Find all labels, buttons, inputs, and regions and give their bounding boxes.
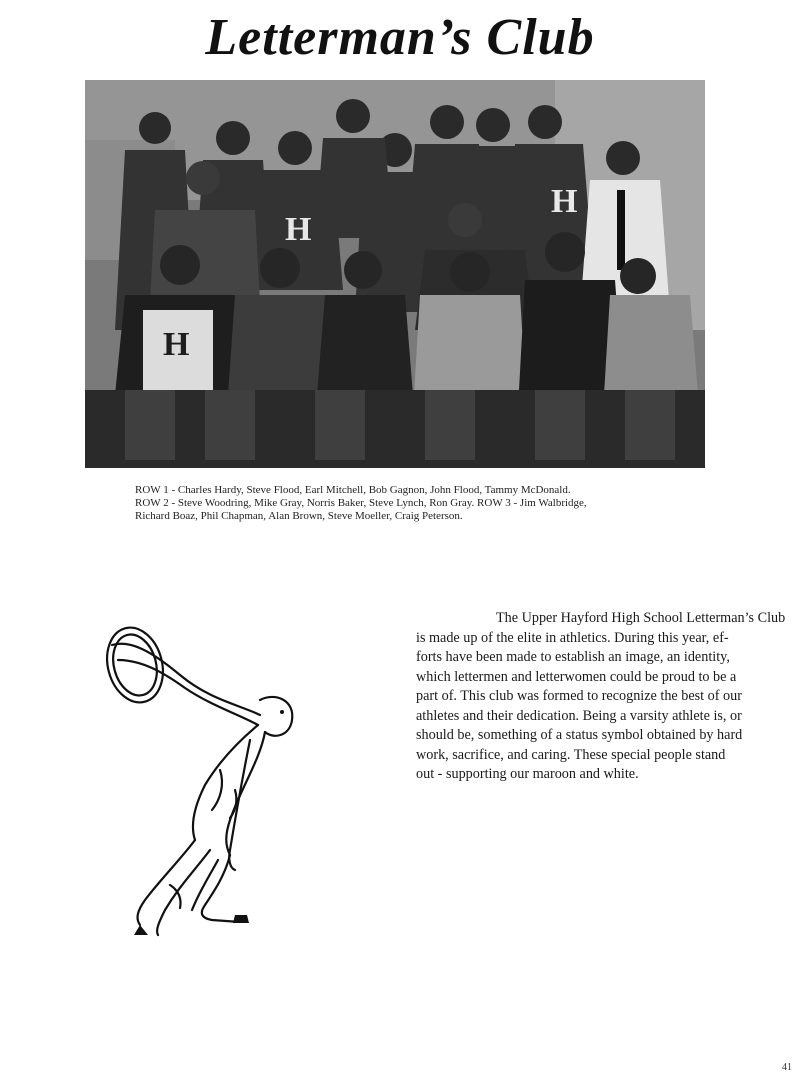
article-line: should be, something of a status symbol obtained by hard xyxy=(416,727,743,743)
svg-text:H: H xyxy=(551,183,578,220)
article-line: athletes and their dedication. Being a varsity athlete is, or xyxy=(416,707,742,724)
svg-text:H: H xyxy=(285,211,312,248)
group-photo-icon xyxy=(85,80,705,468)
article-line: part of. This club was formed to recognize the best of our xyxy=(416,688,742,704)
article-line: is made up of the elite in athletics. During this year, ef- xyxy=(416,629,729,646)
discus-thrower-icon xyxy=(100,620,300,940)
article-line: forts have been made to establish an image, an identity, xyxy=(416,649,730,665)
photo-caption xyxy=(135,484,675,523)
caption-line: ROW 1 - Charles Hardy, Steve Flood, Earl Mitchell, Bob Gagnon, John Flood, Tammy McDonald. xyxy=(135,484,571,496)
article-line: work, sacrifice, and caring. These special people stand xyxy=(416,746,726,763)
page-number: 41 xyxy=(782,1062,792,1073)
page-title: Letterman’s Club xyxy=(205,9,595,66)
group-photo xyxy=(85,80,705,468)
article-text xyxy=(416,609,786,785)
article-line: which lettermen and letterwomen could be proud to be a xyxy=(416,668,737,685)
caption-line: Richard Boaz, Phil Chapman, Alan Brown, Steve Moeller, Craig Peterson. xyxy=(135,510,463,522)
article-line: The Upper Hayford High School Letterman’s Club xyxy=(496,610,786,626)
caption-line: ROW 2 - Steve Woodring, Mike Gray, Norris Baker, Steve Lynch, Ron Gray. ROW 3 - Jim Walbridge, xyxy=(135,497,587,509)
article-line: out - supporting our maroon and white. xyxy=(416,766,639,782)
discus-thrower-illustration xyxy=(100,620,300,940)
svg-text:H: H xyxy=(163,326,190,363)
